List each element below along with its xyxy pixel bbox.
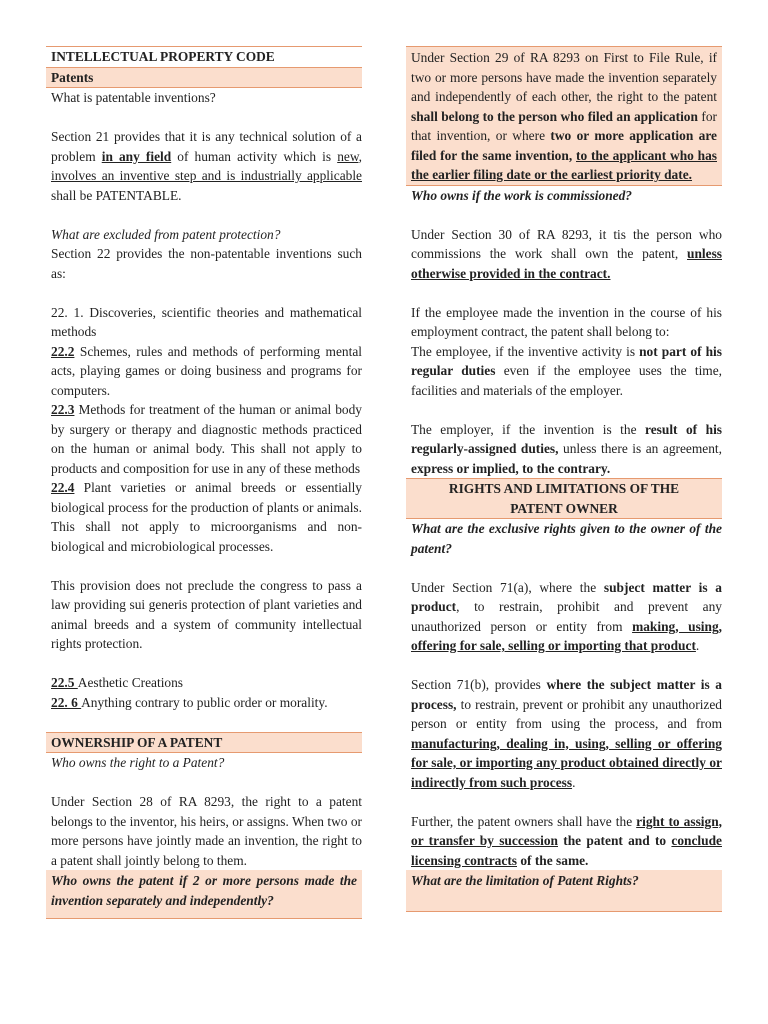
- question-limitation: What are the limitation of Patent Rights?: [406, 870, 722, 912]
- section-71b-paragraph: Section 71(b), provides where the subject matter is a process, to restrain, prevent or prohibit any unauthorized person or entity from using the process, and from manufacturing, dealing in, using, selling or offering for sale, or importing any product obtained directly or indirectly from such process.: [411, 677, 722, 790]
- provision-paragraph: This provision does not preclude the congress to pass a law providing sui generis protection of plant varieties and animal breeds and a system of community intellectual rights protection.: [51, 577, 362, 651]
- item-22-1: 22. 1. Discoveries, scientific theories and mathematical methods: [51, 304, 362, 339]
- right-column: [406, 46, 722, 912]
- question-patentable: What is patentable inventions?: [51, 90, 216, 105]
- rights-header: RIGHTS AND LIMITATIONS OF THE PATENT OWNER: [406, 478, 722, 519]
- item-22-3: 22.3 Methods for treatment of the human or animal body by surgery or therapy and diagnostic methods practiced on the human or animal body. This shall not apply to products and composition for use in any of these methods: [51, 402, 362, 476]
- employer-case: The employer, if the invention is the result of his regularly-assigned duties, unless there is an agreement, express or implied, to the contrary.: [411, 421, 723, 476]
- question-two-persons: Who owns the patent if 2 or more persons made the invention separately and independently?: [46, 870, 362, 919]
- section-30-paragraph: Under Section 30 of RA 8293, it tis the person who commissions the work shall own the patent, unless otherwise provided in the contract.: [411, 226, 722, 281]
- item-22-4: 22.4 Plant varieties or animal breeds or essentially biological process for the production of plants or animals. This shall not apply to microorganisms and non-biological and microbiological processes.: [51, 480, 362, 554]
- employee-intro: If the employee made the invention in the course of his employment contract, the patent shall belong to:: [411, 304, 722, 339]
- patents-header: Patents: [46, 68, 362, 89]
- question-commissioned: Who owns if the work is commissioned?: [411, 187, 632, 203]
- section-71a-paragraph: Under Section 71(a), where the subject matter is a product, to restrain, prohibit and prevent any unauthorized person or entity from making, using, offering for sale, selling or importing that product.: [411, 579, 722, 653]
- item-22-6: 22. 6 Anything contrary to public order or morality.: [51, 694, 328, 710]
- section-28-paragraph: Under Section 28 of RA 8293, the right to a patent belongs to the inventor, his heirs, or assigns. When two or more persons have jointly made an invention, the right to a patent shall jointly belong to them.: [51, 794, 362, 868]
- ownership-header: OWNERSHIP OF A PATENT: [46, 732, 362, 754]
- section-29-paragraph: Under Section 29 of RA 8293 on First to File Rule, if two or more persons have made the invention separately and independently of each other, the right to the patent shall belong to the person who filed an application for that invention, or where two or more application are filed for the same invention, to the applicant who has the earlier filing date or the earliest priority date.: [406, 47, 722, 186]
- section-21-paragraph: Section 21 provides that it is any technical solution of a problem in any field of human activity which is new, involves an inventive step and is industrially applicable shall be PATENTABLE.: [51, 129, 362, 203]
- left-column: [46, 46, 362, 919]
- item-22-5: 22.5 Aesthetic Creations: [51, 675, 184, 690]
- question-owns-right: Who owns the right to a Patent?: [51, 755, 225, 770]
- employee-case: The employee, if the inventive activity is not part of his regular duties even if the employee uses the time, facilities and materials of the employer.: [411, 343, 722, 398]
- item-22-2: 22.2 Schemes, rules and methods of performing mental acts, playing games or doing business and programs for computers.: [51, 343, 362, 398]
- question-exclusive-rights: What are the exclusive rights given to the owner of the patent?: [411, 521, 722, 556]
- further-rights-paragraph: Further, the patent owners shall have the right to assign, or transfer by succession the patent and to conclude licensing contracts of the same.: [411, 813, 722, 868]
- question-excluded: What are excluded from patent protection?: [51, 226, 281, 242]
- document-title: INTELLECTUAL PROPERTY CODE: [46, 47, 362, 68]
- section-22-intro: Section 22 provides the non-patentable inventions such as:: [51, 246, 362, 281]
